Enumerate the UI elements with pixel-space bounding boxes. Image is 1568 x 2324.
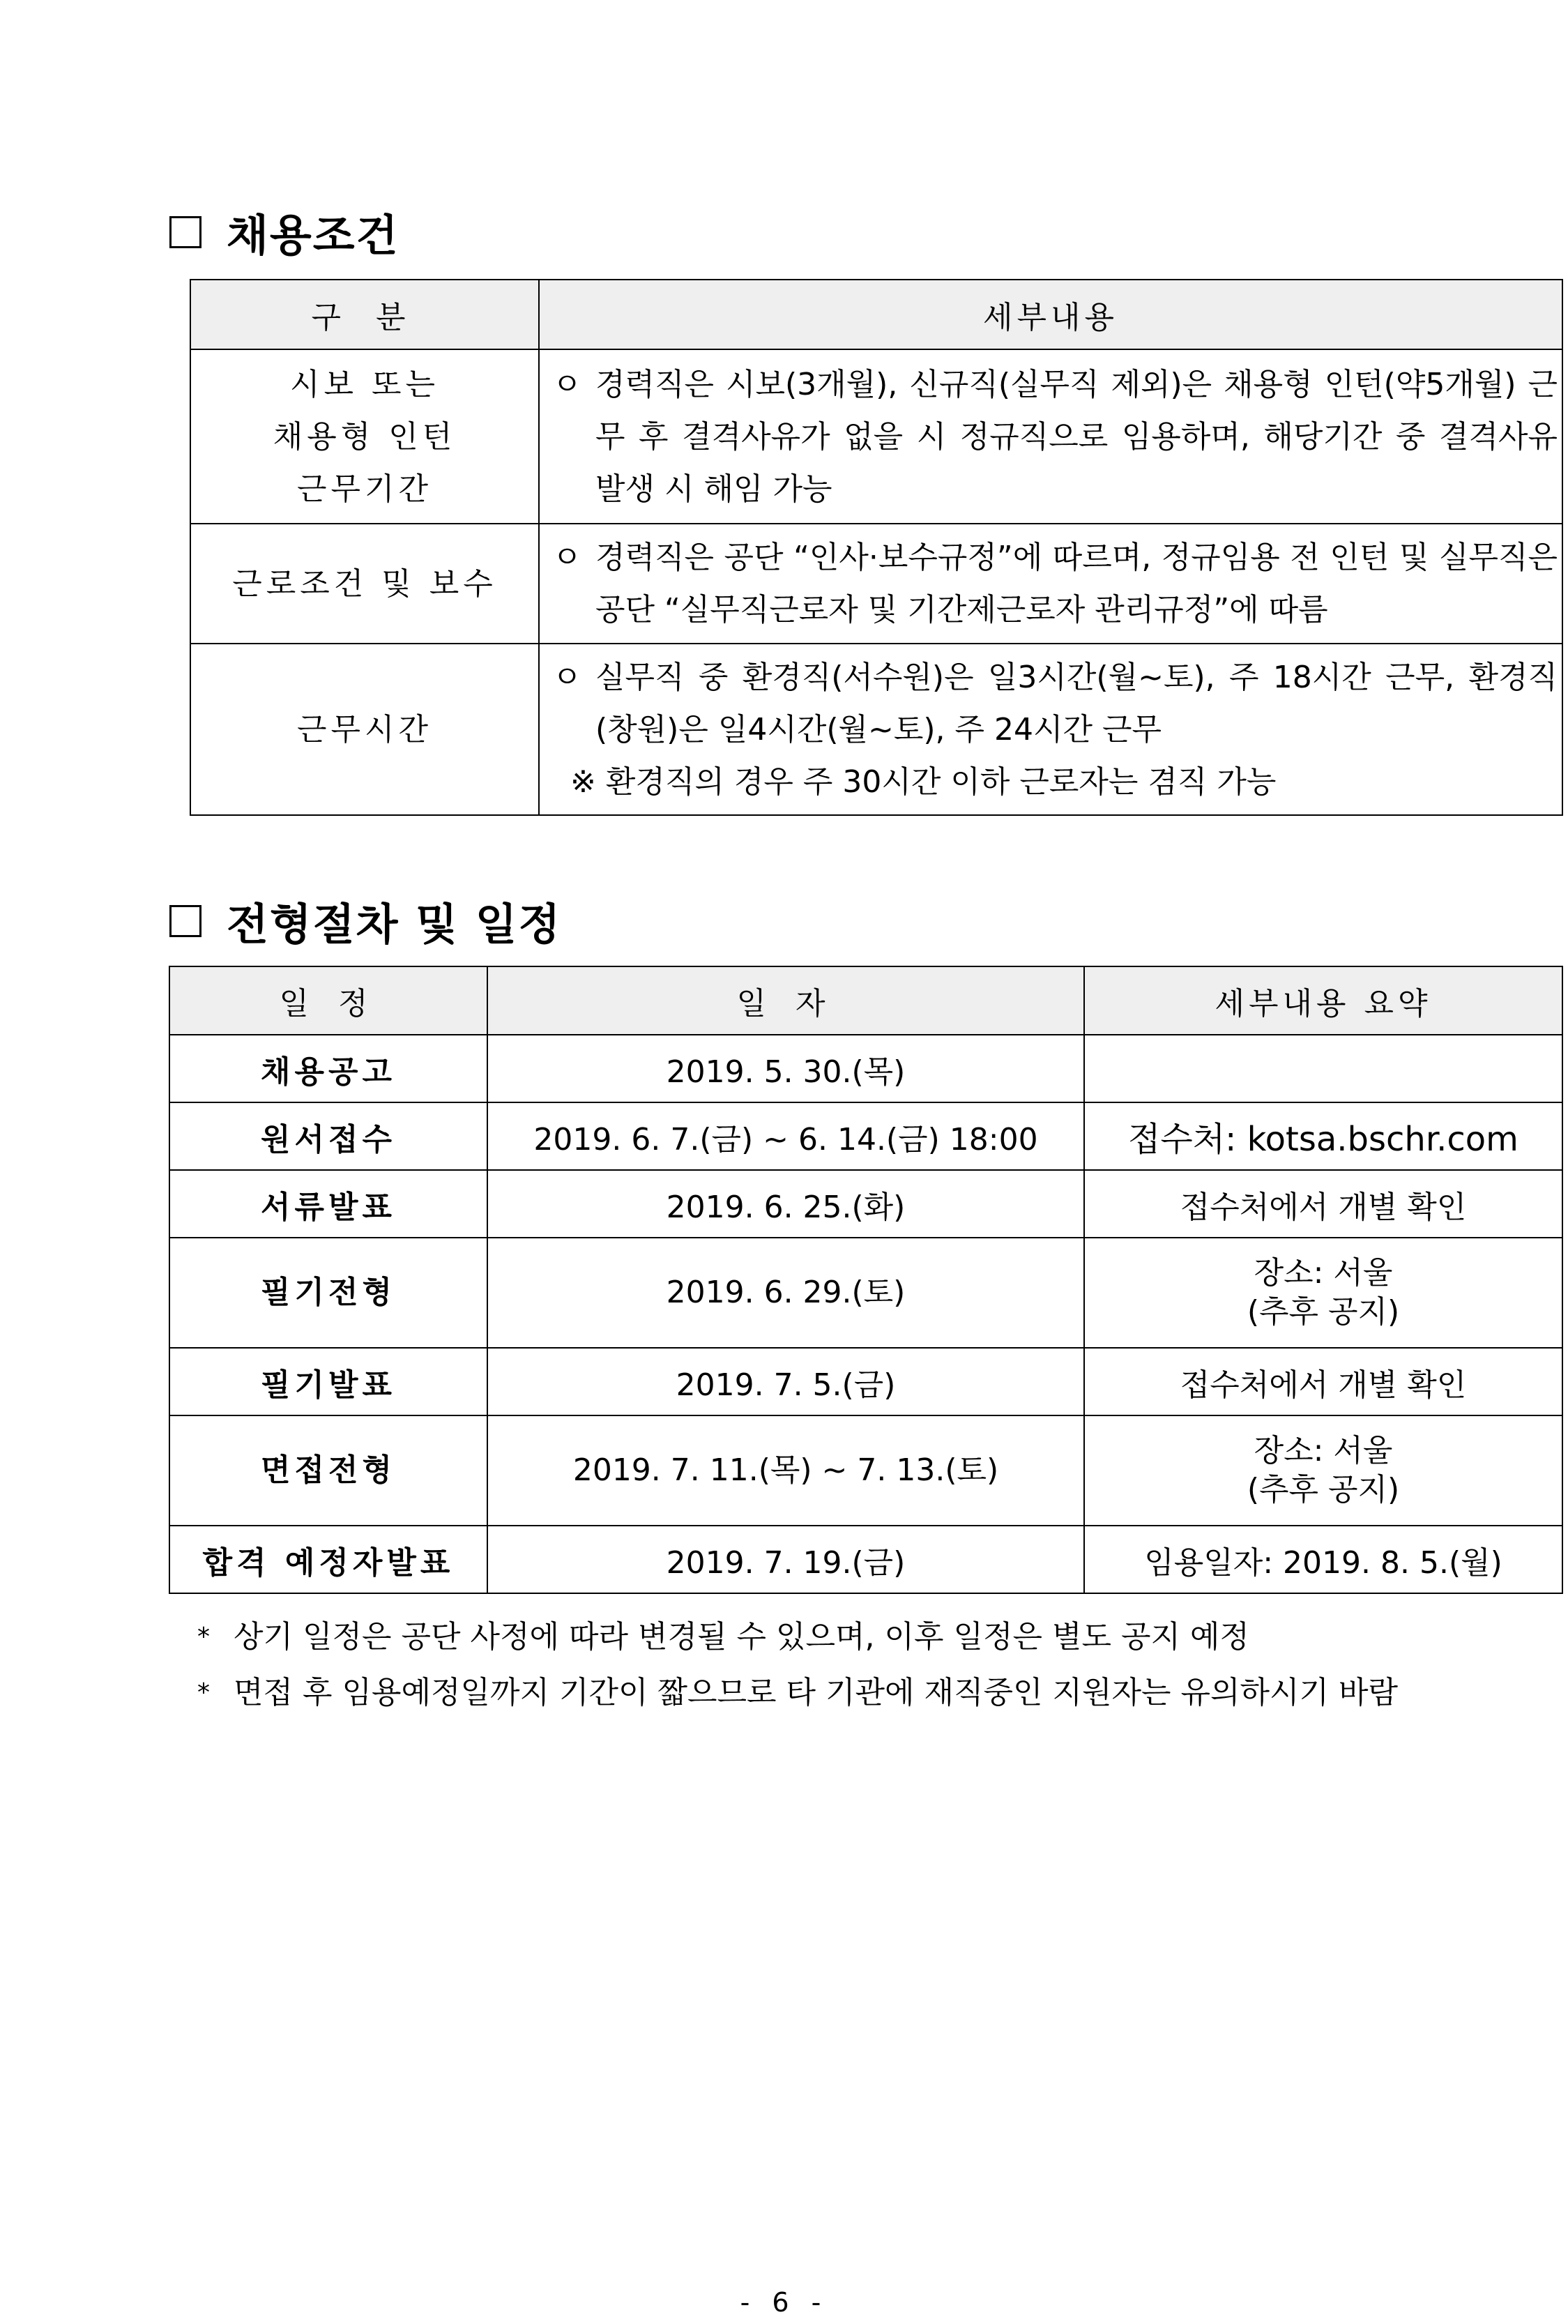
date-cell: 2019. 7. 5.(금) bbox=[487, 1348, 1084, 1415]
detail-line: 장소: 서울 bbox=[1254, 1255, 1393, 1291]
table-row bbox=[169, 1170, 1562, 1238]
date-cell: 2019. 6. 29.(토) bbox=[487, 1238, 1084, 1348]
bullet-item bbox=[552, 531, 1558, 636]
bullet-mark: ㅇ bbox=[552, 366, 582, 402]
date-cell: 2019. 7. 11.(목) ~ 7. 13.(토) bbox=[487, 1415, 1084, 1526]
detail-cell bbox=[1084, 1035, 1562, 1102]
footnote bbox=[197, 1609, 1398, 1665]
row-label bbox=[190, 644, 539, 815]
detail-line: (추후 공지) bbox=[1247, 1294, 1400, 1330]
row-content bbox=[539, 349, 1562, 524]
date-cell: 2019. 7. 19.(금) bbox=[487, 1526, 1084, 1593]
bullet-mark: ㅇ bbox=[552, 540, 582, 575]
table-row bbox=[169, 1348, 1562, 1415]
bullet-item bbox=[552, 358, 1558, 515]
footnote-text: 면접 후 임용예정일까지 기간이 짧으므로 타 기관에 재직중인 지원자는 유의하시기 바람 bbox=[234, 1675, 1399, 1710]
row-content bbox=[539, 644, 1562, 815]
date-cell: 2019. 6. 25.(화) bbox=[487, 1170, 1084, 1238]
step-cell: 합격 예정자발표 bbox=[169, 1526, 487, 1593]
detail-line: 접수처에서 개별 확인 bbox=[1180, 1189, 1467, 1225]
table-row bbox=[169, 1526, 1562, 1593]
step-cell: 필기전형 bbox=[169, 1238, 487, 1348]
bullet-text: 경력직은 공단 “인사·보수규정”에 따르며, 정규임용 전 인턴 및 실무직은 공단 “실무직근로자 및 기간제근로자 관리규정”에 따름 bbox=[595, 540, 1558, 628]
footnote bbox=[197, 1665, 1398, 1721]
detail-line: (추후 공지) bbox=[1247, 1472, 1400, 1507]
detail-cell bbox=[1084, 1170, 1562, 1238]
column-header: 세부내용 요약 bbox=[1084, 966, 1562, 1035]
column-header: 세부내용 bbox=[539, 280, 1562, 349]
detail-line: 접수처: kotsa.bschr.com bbox=[1128, 1120, 1518, 1159]
label-line: 근무기간 bbox=[296, 471, 432, 507]
label-line: 시보 또는 bbox=[289, 366, 439, 402]
date-cell: 2019. 5. 30.(목) bbox=[487, 1035, 1084, 1102]
footnote-mark: * bbox=[197, 1623, 210, 1651]
table-row bbox=[169, 1415, 1562, 1526]
table-header-row bbox=[169, 966, 1562, 1035]
row-label bbox=[190, 349, 539, 524]
table-row bbox=[169, 1102, 1562, 1170]
detail-line: 임용일자: 2019. 8. 5.(월) bbox=[1144, 1544, 1502, 1581]
column-header: 일 자 bbox=[487, 966, 1084, 1035]
detail-cell bbox=[1084, 1526, 1562, 1593]
label-line: 채용형 인턴 bbox=[273, 418, 457, 455]
date-cell: 2019. 6. 7.(금) ~ 6. 14.(금) 18:00 bbox=[487, 1102, 1084, 1170]
detail-cell bbox=[1084, 1102, 1562, 1170]
column-header: 구 분 bbox=[190, 280, 539, 349]
table-row bbox=[190, 644, 1562, 815]
section-title: 전형절차 및 일정 bbox=[227, 899, 562, 950]
bullet-mark: ㅇ bbox=[552, 659, 582, 695]
table-row bbox=[190, 524, 1562, 644]
detail-line: 접수처에서 개별 확인 bbox=[1180, 1367, 1467, 1403]
step-cell: 원서접수 bbox=[169, 1102, 487, 1170]
checkbox-square-icon bbox=[169, 216, 201, 248]
row-label bbox=[190, 524, 539, 644]
table-row bbox=[169, 1238, 1562, 1348]
label-line: 근로조건 및 보수 bbox=[232, 565, 497, 602]
section-heading-employment-conditions bbox=[169, 201, 399, 263]
detail-cell bbox=[1084, 1415, 1562, 1526]
footnote-mark: * bbox=[197, 1678, 210, 1707]
footnotes bbox=[197, 1609, 1398, 1721]
section-heading-selection-schedule bbox=[169, 890, 561, 952]
label-line: 근무시간 bbox=[296, 711, 432, 747]
step-cell: 서류발표 bbox=[169, 1170, 487, 1238]
checkbox-square-icon bbox=[169, 905, 201, 937]
page-number: - 6 - bbox=[740, 2287, 828, 2318]
reference-note: ※ 환경직의 경우 주 30시간 이하 근로자는 겸직 가능 bbox=[570, 764, 1277, 800]
step-cell: 필기발표 bbox=[169, 1348, 487, 1415]
column-header: 일 정 bbox=[169, 966, 487, 1035]
footnote-text: 상기 일정은 공단 사정에 따라 변경될 수 있으며, 이후 일정은 별도 공지 예정 bbox=[234, 1619, 1249, 1655]
detail-cell bbox=[1084, 1348, 1562, 1415]
employment-conditions-table bbox=[190, 279, 1563, 816]
selection-schedule-table bbox=[169, 966, 1563, 1594]
bullet-item bbox=[552, 651, 1558, 756]
detail-cell bbox=[1084, 1238, 1562, 1348]
detail-line: 장소: 서울 bbox=[1254, 1433, 1393, 1468]
table-row bbox=[169, 1035, 1562, 1102]
row-content bbox=[539, 524, 1562, 644]
bullet-text: 실무직 중 환경직(서수원)은 일3시간(월~토), 주 18시간 근무, 환경직(창원)은 일4시간(월~토), 주 24시간 근무 bbox=[595, 659, 1558, 747]
step-cell: 채용공고 bbox=[169, 1035, 487, 1102]
bullet-text: 경력직은 시보(3개월), 신규직(실무직 제외)은 채용형 인턴(약5개월) 근무 후 결격사유가 없을 시 정규직으로 임용하며, 해당기간 중 결격사유 발생 시 해임 가능 bbox=[595, 366, 1558, 507]
table-header-row bbox=[190, 280, 1562, 349]
table-row bbox=[190, 349, 1562, 524]
step-cell: 면접전형 bbox=[169, 1415, 487, 1526]
section-title: 채용조건 bbox=[227, 210, 399, 261]
